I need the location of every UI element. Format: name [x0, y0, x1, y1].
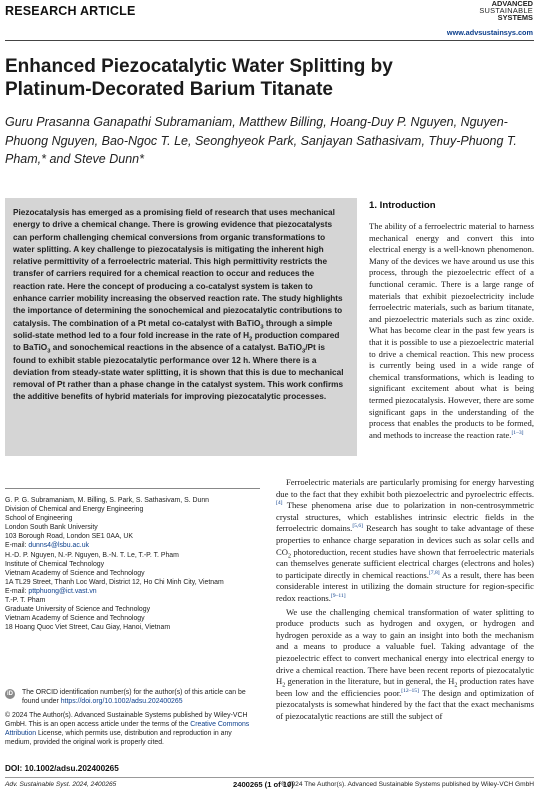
affiliation-2: H.-D. P. Nguyen, N.-P. Nguyen, B.-N. T. Le, T.-P. T. Pham Institute of Chemical Technology Vietnam Academy of Science and Technology 1A TL29 Street, Thanh Loc Ward, District 12, Ho Chi Minh City, Vietnam E-mail: pttphuong@ict.vast.vn: [5, 551, 224, 595]
logo-line-1: ADVANCED: [491, 0, 533, 8]
citation-link[interactable]: [5,6]: [352, 523, 364, 530]
orcid-doi-link[interactable]: https://doi.org/10.1002/adsu.202400265: [60, 698, 183, 706]
orcid-icon: iD: [7, 691, 13, 697]
article-title: Enhanced Piezocatalytic Water Splitting by Platinum-Decorated Barium Titanate: [5, 56, 393, 100]
email-link[interactable]: pttphuong@ict.vast.vn: [28, 587, 97, 595]
citation-link[interactable]: [12–15]: [401, 687, 419, 694]
license-note: © 2024 The Author(s). Advanced Sustainable Systems published by Wiley-VCH GmbH. This is an open access article under the terms of the Creative Commons Attribution License, which permits use, distribution and reproduction in any medium, provided the original work is properly cited.: [5, 712, 250, 747]
affiliation-3: T.-P. T. Pham Graduate University of Science and Technology Vietnam Academy of Science and Technology 18 Hoang Quoc Viet Street, Cau Giay, Hanoi, Vietnam: [5, 597, 171, 632]
section-heading-introduction: 1. Introduction: [369, 200, 436, 211]
article-doi[interactable]: DOI: 10.1002/adsu.202400265: [5, 764, 119, 773]
journal-logo[interactable]: [479, 0, 533, 21]
article-type-label: RESEARCH ARTICLE: [5, 4, 136, 18]
citation-link[interactable]: [4]: [276, 500, 283, 507]
footer-copyright: © 2024 The Author(s). Advanced Sustainable Systems published by Wiley-VCH GmbH: [281, 781, 534, 788]
journal-url-link[interactable]: www.advsustainsys.com: [446, 28, 533, 37]
affiliations: [5, 496, 255, 632]
affiliation-rule: [5, 488, 260, 489]
affiliation-1: G. P. G. Subramaniam, M. Billing, S. Park, S. Sathasivam, S. Dunn Division of Chemical and Energy Engineering School of Engineering London South Bank University 103 Borough Road, London SE1 0AA, UK E-mail: dunns4@lsbu.ac.uk: [5, 497, 209, 550]
header-rule: [5, 40, 534, 41]
email-link[interactable]: dunns4@lsbu.ac.uk: [28, 542, 89, 550]
citation-link[interactable]: [7,8]: [428, 569, 440, 576]
footer-citation: Adv. Sustainable Syst. 2024, 2400265: [5, 781, 117, 788]
intro-paragraph-2: Ferroelectric materials are particularly promising for energy harvesting due to the fact that they exhibit both piezoelectric and pyroelectric effects.[4] These phenomena arise due to polarization in non-centrosymmetric crystal structures, which establishes intrinsic electric fields in the ferroelectric domains.[5,6] Research has sought to take advantage of these properties to enhance charge separation in devices such as solar cells and $CO_2$ photoreduction, recent studies have shown that ferroelectric materials can themselves generate sufficient electrical charges (electrons and holes) to participate directly in chemical reactions.[7,8] As a result, there has been considerable interest in utilizing the domain structure for region-specific redox reactions.[9–11]: [276, 477, 534, 603]
abstract-text: Piezocatalysis has emerged as a promising field of research that uses mechanical energy to drive a chemical change. There is growing evidence that piezocatalysts can perform challenging chemical conversions from organic transformations to water splitting. A key challenge to piezocatalysis is mitigating the inherent high relative permittivity of a ferroelectric material. This high permittivity restricts the transfer of carriers required for a chemical reaction to occur and reduces the reaction rate. Here the concept of producing a co-catalyst system is taken to enhance carrier mobility increasing the observed reaction rate. The study highlights the importance of determining the sonochemical and piezocatalytic contributions to catalysis. The combination of a Pt metal co-catalyst with BaTiO$_3$ through a simple solid-state method led to a four fold increase in the rate of $H_2$ production compared to BaTiO$_3$ and sonochemical reactions in the absence of a catalyst. BaTiO$_3$/Pt is found to exhibit stable piezocatalytic performance over 12 h. Where there is a deviation from steady-state water splitting, it is shown that this is due to mechanical removal of Pt rather than a phase change in the catalyst system. This work confirms the additive benefits of hybrid materials for improving piezocatalytic processes.: [13, 208, 344, 402]
author-list: Guru Prasanna Ganapathi Subramaniam, Matthew Billing, Hoang-Duy P. Nguyen, Nguyen-Phuong Nguyen, Bao-Ngoc T. Le, Seonghyeok Park, Sanjayan Sathasivam, Thuy-Phuong T. Pham,* and Steve Dunn*: [5, 115, 517, 166]
intro-paragraph-3: We use the challenging chemical transformation of water splitting to produce products such as hydrogen and oxygen, or hydrogen and hydrogen peroxide as a way to gain an insight into both the mechanism and a means to produce a valuable fuel. Taking advantage of the piezoelectric effect to convert mechanical energy into electrical energy to drive a chemical reaction. There have been recent reports of piezocatalytic $H_2$ generation in the literature, but in general, the $H_2$ production rates have been low and the efficiencies poor.[12–15] The design and optimization of piezocatalysts is somewhat hindered by the fact that the exact mechanisms of piezocatalytic reactions are still the subject of: [276, 606, 534, 721]
citation-link[interactable]: [1–3]: [511, 429, 524, 436]
abstract-box: [5, 198, 357, 456]
citation-link[interactable]: [9–11]: [330, 593, 346, 600]
orcid-note: The ORCID identification number(s) for the author(s) of this article can be found under https://doi.org/10.1002/adsu.202400265: [22, 689, 246, 706]
logo-line-3: SYSTEMS: [497, 13, 533, 22]
intro-paragraph-1: The ability of a ferroelectric material to harness mechanical energy and convert this into electrical energy is a well-known phenomenon. Many of the devices we have around us use this process, through the piezoelectric effect of a functional ceramic. There is a large range of materials that exhibit piezoelectricity include ferroelectric materials, such as barium titanate, and piezoelectric materials such as zinc oxide. What has become clear in the past few years is that it is possible to use a piezoelectric material to drive a chemical reaction. This new process is currently being used in a wide range of chemical transformations, which is leading to significant excitement about what is being termed piezocatalysis. However, there are some significant gaps in the understanding of the process that enables the products to be formed, and methods to increase the reaction rate.[1–3]: [369, 221, 534, 440]
footer-rule: [5, 777, 534, 778]
page-number: 2400265 (1 of 10): [233, 780, 294, 789]
logo-line-2: SUSTAINABLE: [479, 6, 533, 15]
intro-continued: [276, 477, 534, 722]
license-link[interactable]: Creative Commons Attribution: [5, 721, 250, 738]
